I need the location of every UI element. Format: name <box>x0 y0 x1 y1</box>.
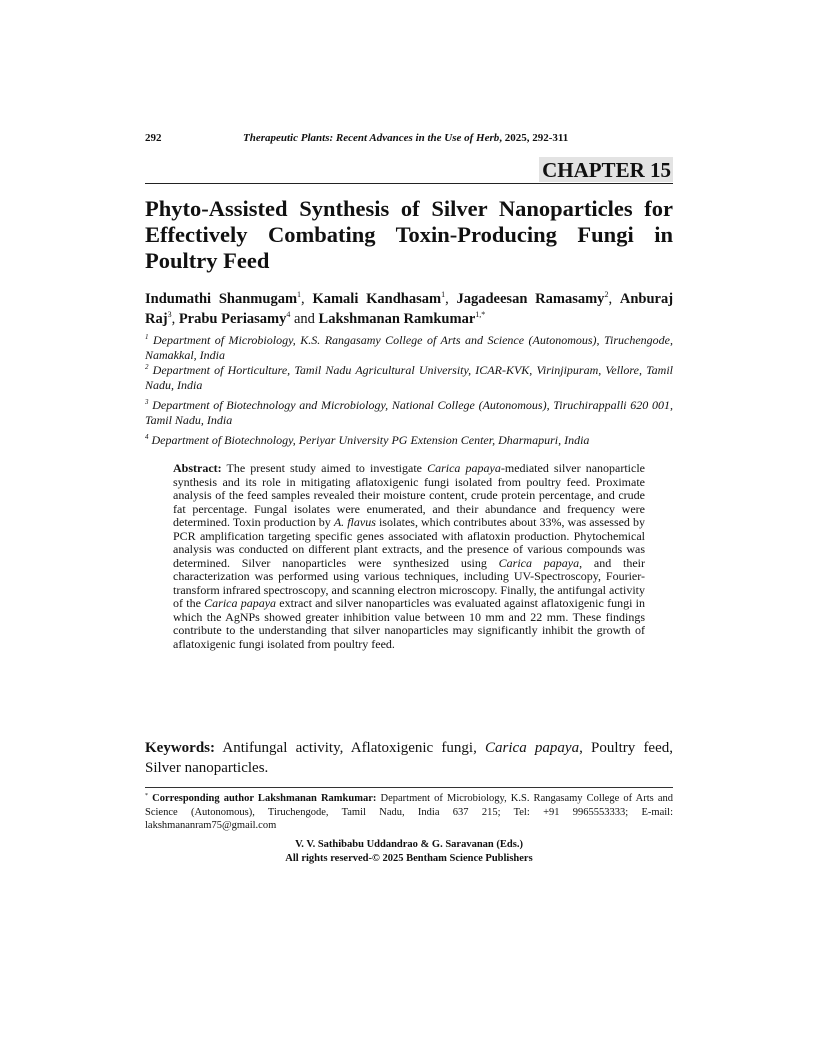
affiliation-text: Department of Biotechnology, Periyar University PG Extension Center, Dharmapuri, India <box>151 433 590 447</box>
journal-year-pages: , 2025, 292-311 <box>499 132 569 144</box>
abstract-label: Abstract: <box>173 461 222 475</box>
affiliation <box>145 333 673 363</box>
editors-line: V. V. Sathibabu Uddandrao & G. Saravanan (Eds.) <box>295 839 523 850</box>
affiliation-text: Department of Biotechnology and Microbiology, National College (Autonomous), Tiruchirappalli 620 001, Tamil Nadu, India <box>145 398 673 427</box>
chapter-banner <box>145 157 673 184</box>
species-name: Carica papaya <box>427 461 501 475</box>
affiliation-mark: 4 <box>145 433 149 441</box>
author-affiliation-mark: 4 <box>286 310 291 319</box>
affiliation-mark: 3 <box>145 398 149 406</box>
author-conjunction: and <box>293 311 315 327</box>
footnote-divider <box>145 787 673 788</box>
publisher-credits <box>145 838 673 865</box>
author-name: Prabu Periasamy <box>178 311 287 327</box>
author-affiliation-mark: 1 <box>441 290 446 299</box>
keywords-text: , Poultry feed, Silver nanoparticles. <box>145 740 674 776</box>
species-name: Carica papaya <box>485 740 580 756</box>
footnote-text: Department of Microbiology, K.S. Rangasamy College of Arts and Science (Autonomous), Tiruchengode, Tamil Nadu, India 637 215; Tel: +91 9965553333; E-mail: lakshmananram75@gmail.com <box>145 793 674 831</box>
footnote-label: Corresponding author Lakshmanan Ramkumar: <box>152 793 377 804</box>
chapter-label: CHAPTER 15 <box>539 157 673 182</box>
author-affiliation-mark: 3 <box>167 310 172 319</box>
keywords <box>145 738 673 778</box>
species-name: Carica papaya <box>498 555 580 570</box>
author-affiliation-mark: 2 <box>604 290 609 299</box>
affiliation-mark: 1 <box>145 333 149 341</box>
species-name: Carica papaya <box>204 596 277 610</box>
author-name: Indumathi Shanmugam <box>145 291 298 307</box>
copyright-line: All rights reserved-© 2025 Bentham Science Publishers <box>285 852 533 864</box>
affiliation <box>145 433 673 448</box>
journal-title: Therapeutic Plants: Recent Advances in the Use of Herb <box>243 132 500 144</box>
affiliation-text: Department of Microbiology, K.S. Rangasamy College of Arts and Science (Autonomous), Tiruchengode, Namakkal, India <box>145 333 674 362</box>
author-name: Anburaj Raj <box>145 291 674 327</box>
affiliation-text: Department of Horticulture, Tamil Nadu Agricultural University, ICAR-KVK, Virinjipuram, Vellore, Tamil Nadu, India <box>145 363 673 392</box>
author-name: Lakshmanan Ramkumar <box>318 311 476 327</box>
species-name: A. flavus <box>333 515 376 529</box>
keywords-label: Keywords: <box>145 740 215 756</box>
abstract-text: isolates, which contributes about 33%, was assessed by PCR amplification targeting specific genes associated with aflatoxin production. Phytochemical analysis was conducted on different plant extracts, and the presence of various compounds was determined. Silver nanoparticles were synthesized using <box>173 515 645 570</box>
abstract-text: extract and silver nanoparticles was evaluated against aflatoxigenic fungi in which the AgNPs showed greater inhibition value between 10 mm and 22 mm. These findings contribute to the understanding that silver nanoparticles may significantly inhibit the growth of aflatoxigenic fungi isolated from poultry feed. <box>173 596 645 651</box>
author-affiliation-mark: 1 <box>297 290 302 299</box>
corresponding-author-footnote <box>145 792 673 833</box>
affiliation-mark: 2 <box>145 363 149 371</box>
journal-citation <box>243 132 568 144</box>
abstract-text: -mediated silver nanoparticle synthesis and its role in mitigating aflatoxigenic fungi isolated from poultry feed. Proximate analysis of the feed samples revealed their moisture content, crude protein percentage, and crude fat percentage. Fungal isolates were enumerated, and their abundance and frequency were determined. Toxin production by <box>173 461 645 529</box>
author-list: Indumathi Shanmugam$^1$, Kamali Kandhasam$^1$, Jagadeesan Ramasamy$^2$, Anburaj Raj$^3$, Prabu Periasamy$^4$ and Lakshmanan Ramkumar$^{1,*}$ <box>145 290 674 327</box>
affiliation <box>145 363 673 393</box>
author-name: Kamali Kandhasam <box>312 291 442 307</box>
affiliation <box>145 398 673 428</box>
abstract-text: , and their characterization was performed using various techniques, including UV-Spectroscopy, Fourier-transform infrared spectroscopy, and scanning electron microscopy. Finally, the antifungal activity of the <box>173 555 645 610</box>
author-name: Jagadeesan Ramasamy <box>456 291 605 307</box>
page-number: 292 <box>145 132 162 144</box>
abstract-text: The present study aimed to investigate <box>221 461 428 475</box>
keywords-text: Antifungal activity, Aflatoxigenic fungi, <box>215 740 486 756</box>
author-affiliation-mark: 1,* <box>475 310 486 319</box>
footnote-mark: * <box>145 793 148 799</box>
paper-title: Phyto-Assisted Synthesis of Silver Nanoparticles for Effectively Combating Toxin-Producing Fungi in Poultry Feed <box>145 196 673 273</box>
abstract <box>173 462 645 651</box>
